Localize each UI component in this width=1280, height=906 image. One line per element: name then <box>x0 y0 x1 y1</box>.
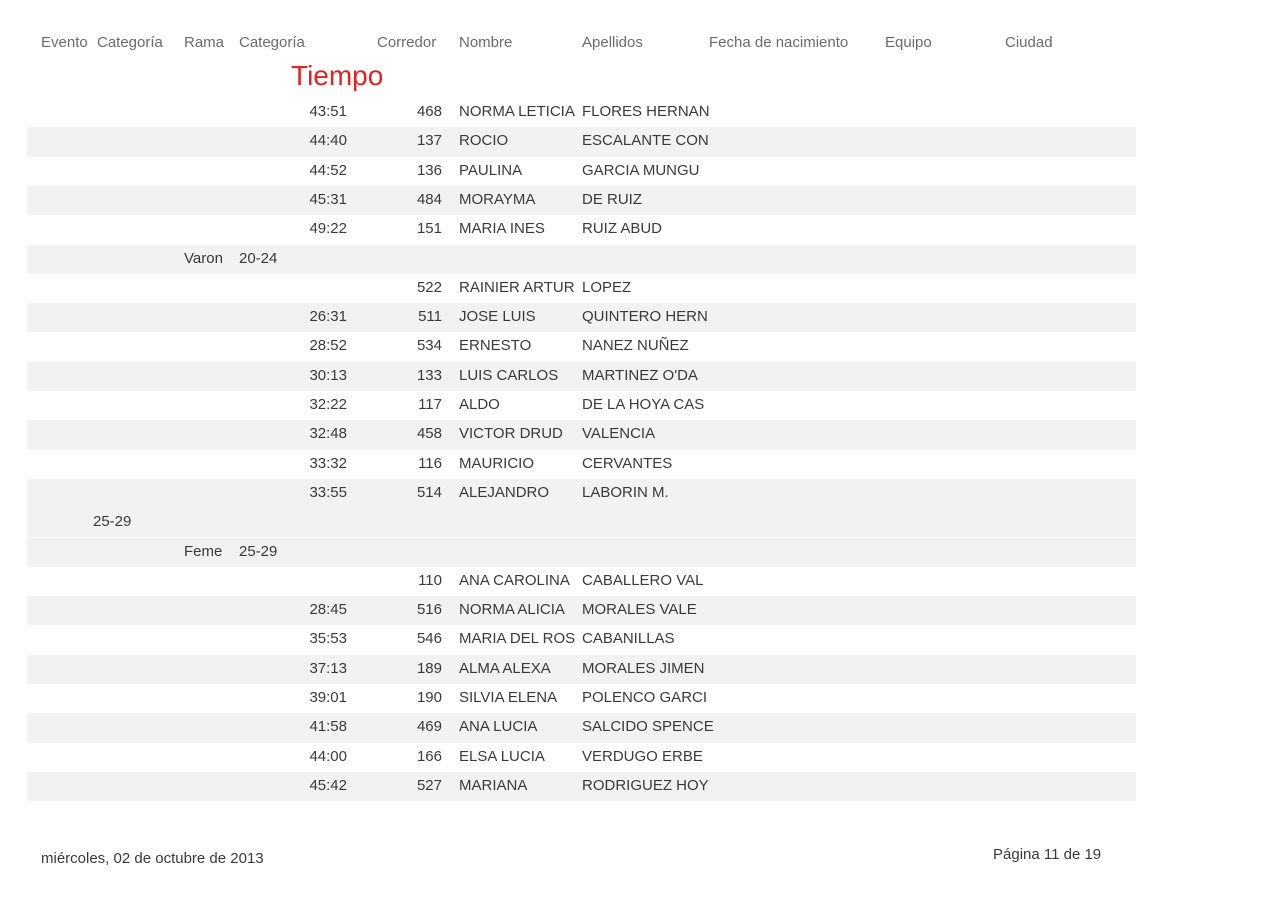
table-row <box>27 596 1136 625</box>
header-fecha-nacimiento: Fecha de nacimiento <box>709 34 849 51</box>
table-row <box>27 655 1136 684</box>
cell-tiempo: 44:00 <box>309 747 347 765</box>
table-row <box>27 508 1136 537</box>
cell-apellidos: CABALLERO VAL <box>582 571 704 589</box>
cell-nombre: MARIA INES <box>459 220 545 238</box>
cell-nombre: ELSA LUCIA <box>459 747 545 765</box>
cell-corredor: 484 <box>416 190 442 208</box>
cell-tiempo: 28:52 <box>309 337 347 355</box>
cell-nombre: ANA CAROLINA <box>459 571 570 589</box>
cell-nombre: ANA LUCIA <box>459 718 538 736</box>
header-nombre: Nombre <box>459 34 513 51</box>
table-row <box>27 157 1136 186</box>
cell-rama: Feme <box>184 542 223 560</box>
cell-corredor: 110 <box>418 571 442 589</box>
cell-corredor: 136 <box>416 161 442 179</box>
table-row <box>27 743 1136 772</box>
cell-tiempo: 43:51 <box>309 103 347 120</box>
cell-tiempo: 37:13 <box>309 659 347 677</box>
cell-corredor: 137 <box>416 132 442 150</box>
cell-nombre: PAULINA <box>459 161 523 179</box>
cell-corredor: 511 <box>418 308 442 326</box>
table-row <box>27 245 1136 274</box>
header-categoria-2: Categoría <box>239 34 305 51</box>
cell-rama: Varon <box>184 249 223 267</box>
cell-tiempo: 49:22 <box>309 220 347 238</box>
cell-apellidos: QUINTERO HERN <box>582 308 708 326</box>
cell-nombre: SILVIA ELENA <box>459 689 558 706</box>
cell-nombre: ALMA ALEXA <box>459 659 551 677</box>
table-header <box>0 34 1280 54</box>
table-row <box>27 186 1136 215</box>
cell-tiempo: 26:31 <box>309 308 347 326</box>
cell-nombre: MARIA DEL ROS <box>459 630 576 648</box>
header-evento: Evento <box>41 34 88 51</box>
table-row <box>27 713 1136 742</box>
cell-nombre: JOSE LUIS <box>459 308 536 326</box>
cell-apellidos: LABORIN M. <box>582 483 669 501</box>
cell-corredor: 189 <box>416 659 442 677</box>
cell-corredor: 166 <box>416 747 442 765</box>
cell-corredor: 190 <box>416 689 442 706</box>
cell-nombre: ALDO <box>459 396 500 413</box>
footer-page-number: Página 11 de 19 <box>993 846 1102 863</box>
cell-nombre: MAURICIO <box>459 454 534 472</box>
cell-apellidos: CERVANTES <box>582 454 673 472</box>
table-row <box>27 303 1136 332</box>
cell-apellidos: MORALES VALE <box>582 601 697 619</box>
table-row <box>27 391 1136 420</box>
cell-apellidos: NANEZ NUÑEZ <box>582 337 689 355</box>
cell-nombre: ALEJANDRO <box>459 483 550 501</box>
table-row <box>27 479 1136 508</box>
cell-categoria: 25-29 <box>239 542 278 560</box>
cell-corredor: 522 <box>416 278 442 296</box>
cell-apellidos: RODRIGUEZ HOY <box>582 776 709 794</box>
table-row <box>27 625 1136 654</box>
cell-nombre: RAINIER ARTUR <box>459 278 575 296</box>
cell-nombre: MARIANA <box>459 776 528 794</box>
cell-nombre: ROCIO <box>459 132 509 150</box>
cell-apellidos: LOPEZ <box>582 278 632 296</box>
cell-tiempo: 45:31 <box>309 190 347 208</box>
cell-evento-categoria: 25-29 <box>93 513 132 531</box>
cell-corredor: 514 <box>416 483 442 501</box>
cell-apellidos: DE LA HOYA CAS <box>582 396 705 413</box>
cell-nombre: ERNESTO <box>459 337 532 355</box>
cell-apellidos: FLORES HERNAN <box>582 103 710 120</box>
cell-corredor: 133 <box>416 366 442 384</box>
table-row <box>27 98 1136 127</box>
cell-corredor: 469 <box>416 718 442 736</box>
header-corredor: Corredor <box>377 34 437 51</box>
table-row <box>27 420 1136 449</box>
cell-corredor: 534 <box>416 337 442 355</box>
cell-apellidos: POLENCO GARCI <box>582 689 708 706</box>
header-ciudad: Ciudad <box>1005 34 1053 51</box>
table-row <box>27 567 1136 596</box>
table-row <box>27 684 1136 713</box>
cell-apellidos: VALENCIA <box>582 425 656 443</box>
cell-corredor: 151 <box>416 220 442 238</box>
cell-nombre: NORMA ALICIA <box>459 601 565 619</box>
cell-tiempo: 44:40 <box>309 132 347 150</box>
table-row <box>27 450 1136 479</box>
cell-tiempo: 30:13 <box>309 366 347 384</box>
table-row <box>27 215 1136 244</box>
cell-tiempo: 28:45 <box>309 601 347 619</box>
cell-tiempo: 33:55 <box>309 483 347 501</box>
cell-corredor: 117 <box>418 396 442 413</box>
cell-tiempo: 35:53 <box>309 630 347 648</box>
cell-apellidos: MARTINEZ O'DA <box>582 366 698 384</box>
cell-corredor: 546 <box>416 630 442 648</box>
cell-nombre: NORMA LETICIA <box>459 103 575 120</box>
cell-corredor: 516 <box>416 601 442 619</box>
section-title-tiempo: Tiempo <box>291 60 384 91</box>
cell-apellidos: ESCALANTE CON <box>582 132 709 150</box>
cell-tiempo: 41:58 <box>309 718 347 736</box>
cell-apellidos: VERDUGO ERBE <box>582 747 703 765</box>
cell-nombre: MORAYMA <box>459 190 536 208</box>
cell-nombre: LUIS CARLOS <box>459 366 559 384</box>
table-row <box>27 274 1136 303</box>
cell-apellidos: RUIZ ABUD <box>582 220 663 238</box>
header-equipo: Equipo <box>885 34 932 51</box>
cell-corredor: 527 <box>416 776 442 794</box>
table-row <box>27 772 1136 801</box>
cell-nombre: VICTOR DRUD <box>459 425 563 443</box>
cell-tiempo: 32:22 <box>309 396 347 413</box>
table-row <box>27 362 1136 391</box>
footer-date: miércoles, 02 de octubre de 2013 <box>41 850 264 867</box>
cell-tiempo: 45:42 <box>309 776 347 794</box>
cell-tiempo: 44:52 <box>309 161 347 179</box>
cell-apellidos: SALCIDO SPENCE <box>582 718 714 736</box>
cell-apellidos: GARCIA MUNGU <box>582 161 700 179</box>
table-row <box>27 332 1136 361</box>
cell-categoria: 20-24 <box>239 249 278 267</box>
cell-apellidos: DE RUIZ <box>582 190 642 208</box>
cell-corredor: 458 <box>416 425 442 443</box>
cell-tiempo: 39:01 <box>309 689 347 706</box>
cell-apellidos: MORALES JIMEN <box>582 659 705 677</box>
header-rama: Rama <box>184 34 225 51</box>
table-row <box>27 127 1136 156</box>
cell-tiempo: 32:48 <box>309 425 347 443</box>
cell-apellidos: CABANILLAS <box>582 630 675 648</box>
cell-corredor: 468 <box>416 103 442 120</box>
header-apellidos: Apellidos <box>582 34 643 51</box>
header-categoria-1: Categoría <box>97 34 163 51</box>
cell-corredor: 116 <box>418 454 442 472</box>
table-row <box>27 538 1136 567</box>
cell-tiempo: 33:32 <box>309 454 347 472</box>
